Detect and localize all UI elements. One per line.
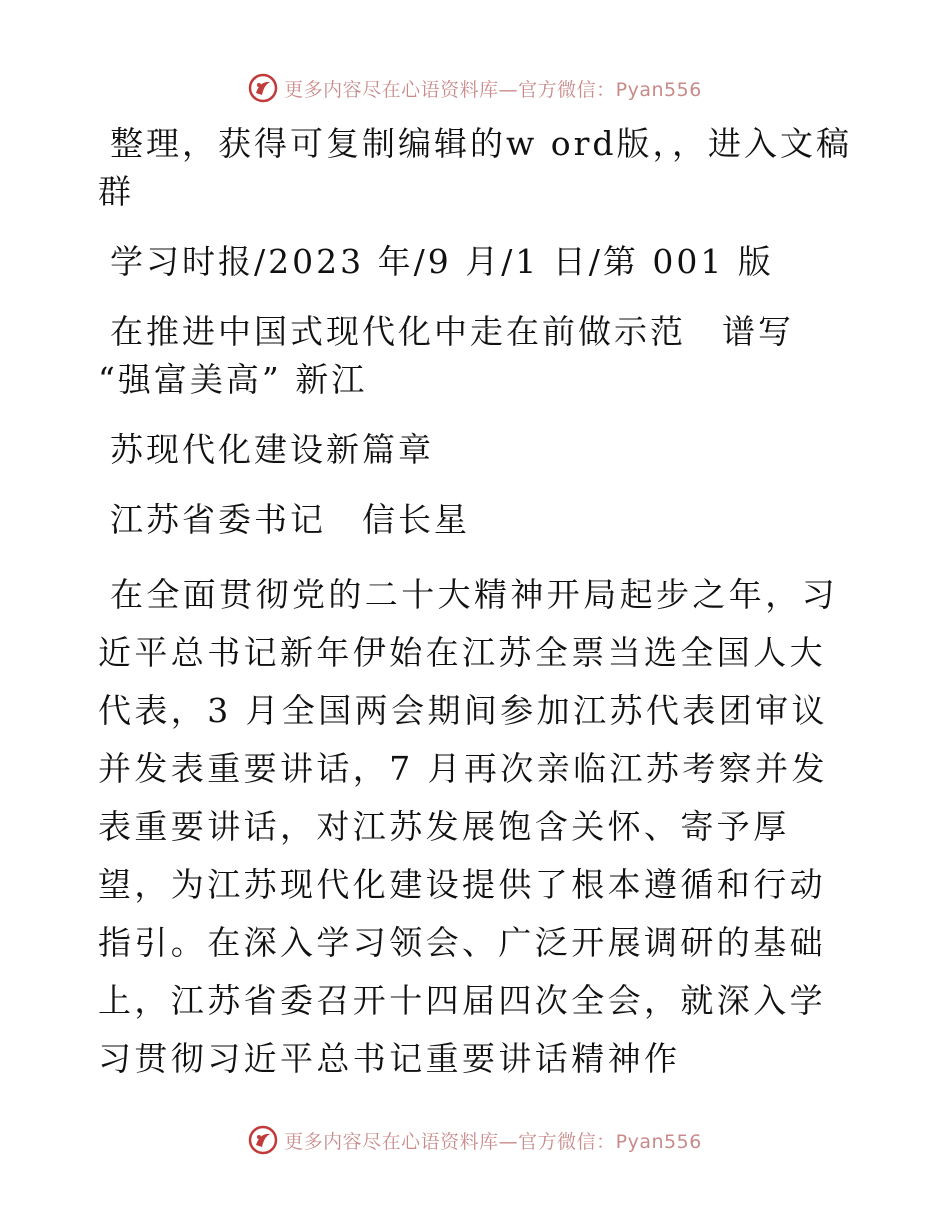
paragraph-author: 江苏省委书记 信长星: [110, 500, 470, 539]
watermark-text: 更多内容尽在心语资料库—官方微信：Pyan556: [284, 78, 702, 101]
brand-logo-icon: [248, 1125, 278, 1155]
paragraph-headline-cont: 苏现代化建设新篇章: [110, 430, 434, 469]
watermark-header: [0, 68, 950, 108]
watermark-footer: [0, 1120, 950, 1160]
paragraph-source: 学习时报/2023 年/9 月/1 日/第 001 版: [110, 242, 774, 281]
brand-logo-icon: [248, 73, 278, 103]
paragraph-headline: 在推进中国式现代化中走在前做示范 谱写 “强富美高” 新江: [98, 312, 794, 399]
paragraph-body: 在全面贯彻党的二十大精神开局起步之年，习近平总书记新年伊始在江苏全票当选全国人大代表，3 月全国两会期间参加江苏代表团审议并发表重要讲话，7 月再次亲临江苏考察并发表重要讲话，对江苏发展饱含关怀、寄予厚望，为江苏现代化建设提供了根本遵循和行动指引。在深入学习领会、广泛开展调研的基础上，江苏省委召开十四届四次全会，就深入学习贯彻习近平总书记重要讲话精神作: [98, 575, 838, 1078]
watermark-text: 更多内容尽在心语资料库—官方微信：Pyan556: [284, 1130, 702, 1153]
document-body: [98, 120, 858, 1110]
paragraph-intro: 整理，获得可复制编辑的w ord版，，进入文稿群: [98, 124, 853, 211]
